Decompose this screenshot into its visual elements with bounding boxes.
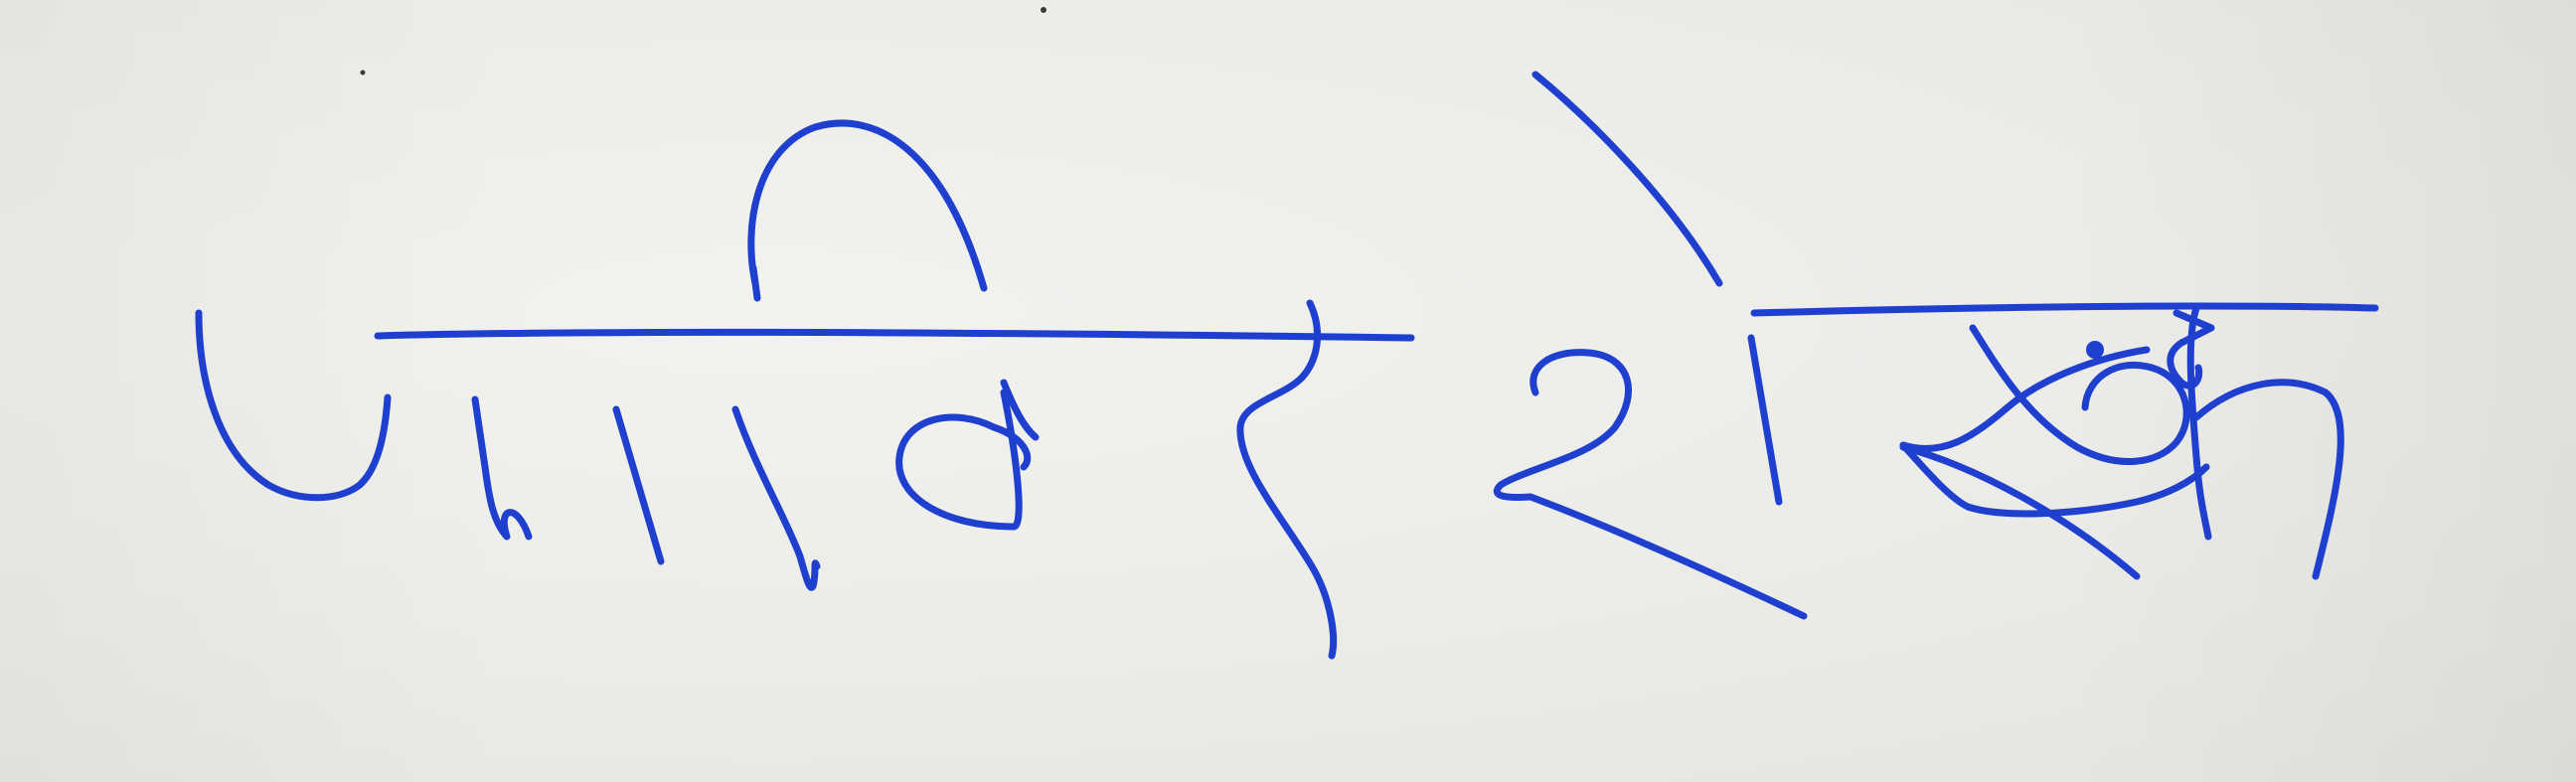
letter-stroke xyxy=(475,399,529,537)
letter-stroke xyxy=(1240,303,1334,656)
handwritten-word-1 xyxy=(199,123,1411,656)
letter-stroke xyxy=(616,409,661,561)
paper-speck xyxy=(361,71,366,76)
ink-dot xyxy=(2086,341,2104,359)
matra-arc xyxy=(751,123,984,288)
letter-stroke xyxy=(735,409,817,587)
letter-stroke xyxy=(1973,328,2186,462)
handwritten-word-2 xyxy=(1497,75,2375,616)
letter-stroke xyxy=(2196,383,2340,576)
letter-stroke xyxy=(2190,308,2208,537)
matra-stroke xyxy=(1535,75,1719,283)
letter-stroke xyxy=(1751,338,1779,502)
matra-tick xyxy=(753,268,757,298)
headline-stroke xyxy=(378,332,1411,338)
headline-stroke xyxy=(1754,306,2375,313)
paper-speck xyxy=(1041,7,1046,13)
letter-stroke xyxy=(199,313,388,498)
letter-stroke xyxy=(899,392,1028,527)
